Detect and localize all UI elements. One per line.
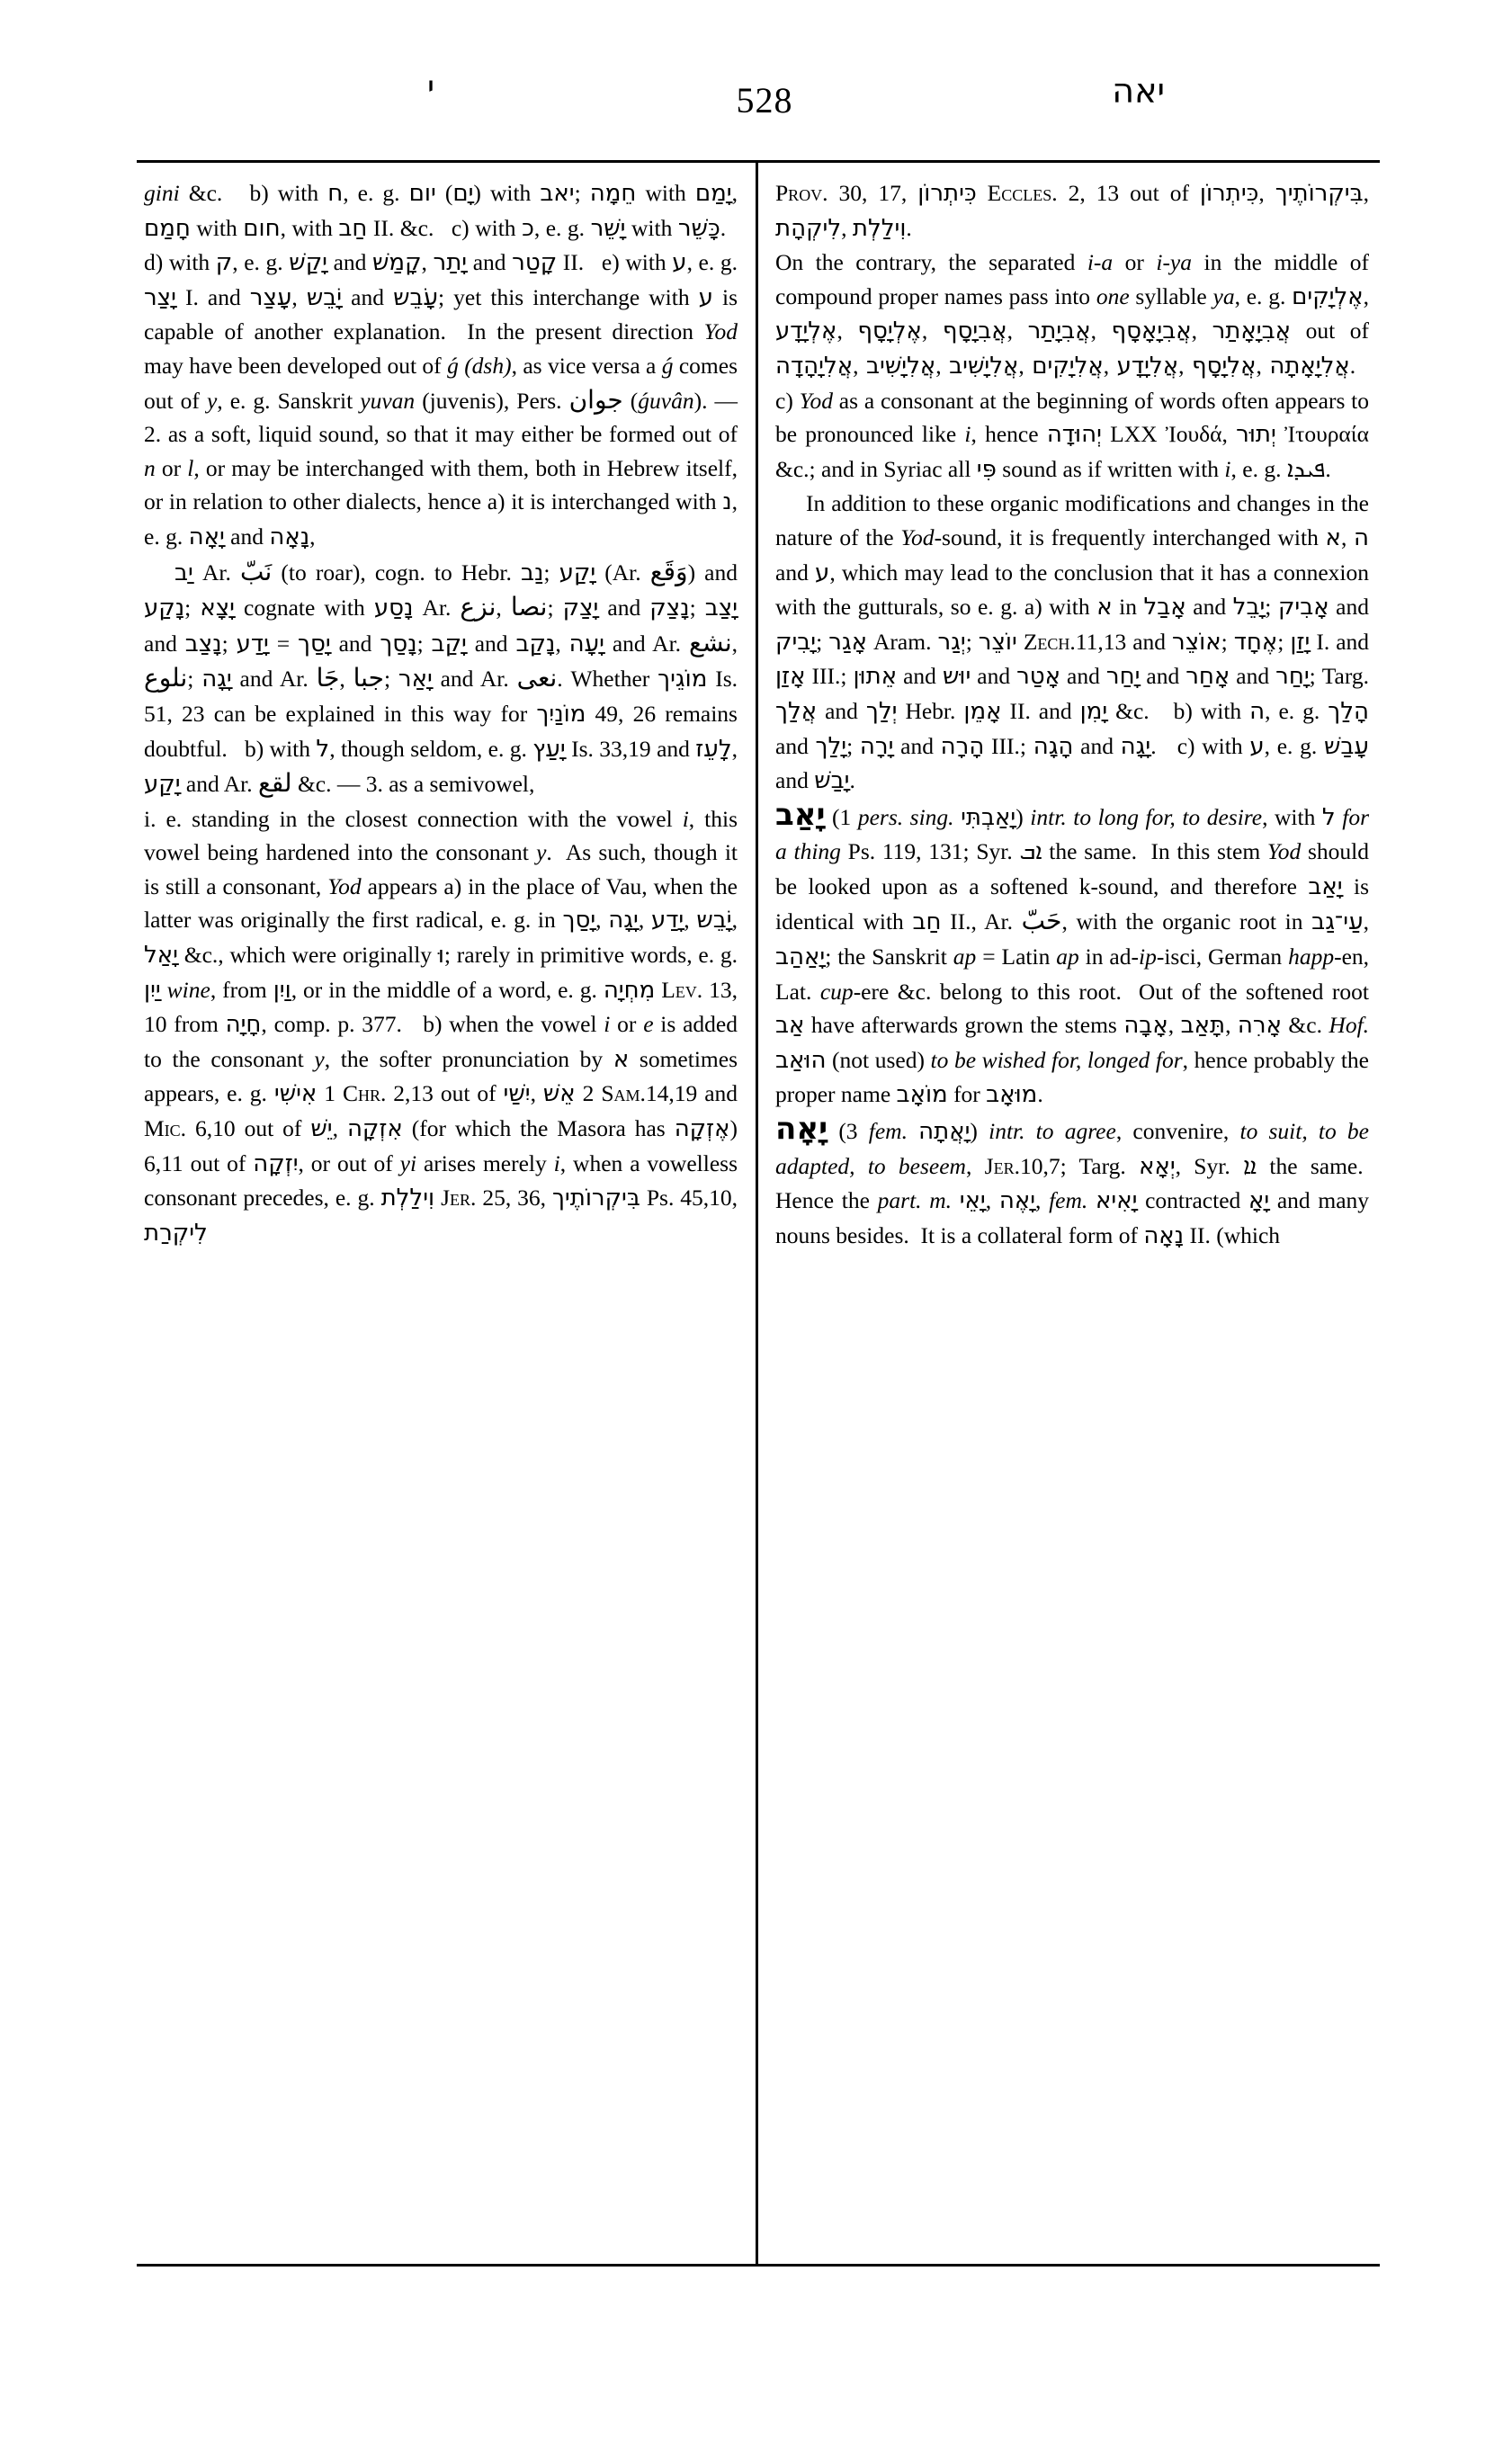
dictionary-entry xyxy=(775,796,1370,1113)
right-text-column xyxy=(775,176,1369,1253)
header-right-glyph: יאה xyxy=(1112,71,1165,111)
footer-rule-bottom xyxy=(137,2264,1380,2267)
paragraph: On the contrary, the separated i-a or i-ya in the middle of compound proper names pass into one syllable ya, e. g. אֶלְיָקִים, אֶלְיָדָע, אֶלְיָסָף, אֲבִיָסָף, אֲבִיָתַר, אֲבִיָאָסָף, אֲבִיָאָתַר out of אֲלִיָהָדָה, אֲלִיָשִׁיב, אֲלִיָשִׁיב, אֲלִיָקִים, אֲלִיָדָע, אֲלִיָסָף, אֲלִיָאָתָה. c) Yod as a consonant at the beginning of words often appears to be pronounced like i, hence יְהוּדָה LXX Ἰουδά, יְתוּר Ἰτουραία &c.; and in Syriac all פִּי sound as if written with i, e. g. ܦܝܕܐ. xyxy=(775,249,1370,483)
paragraph: gini &c. b) with ח, e. g. יום (יָם) with יאב; חֵמָה with יָמַם, חָמַם with חום, with חַב II. &c. c) with כ, e. g. יָשֵׁר with כָּשֵׁר. d) with ק, e. g. יָקַשׁ and קָמַשׁ, יָתַר and קָטַר II. e) with ע, e. g. יָצַר I. and עָצַר, יָבֵׁש and עָבֵׁש; yet this interchange with ע is capable of another explanation. In the present direction Yod may have been developed out of ǵ (dsh), as vice versa a ǵ comes out of y, e. g. Sanskrit yuvan (juvenis), Pers. جوان (ǵuvân). — 2. as a soft, liquid sound, so that it may either be formed out of n or l, or may be interchanged with them, both in Hebrew itself, or in relation to other dialects, hence a) it is interchanged with נ, e. g. יָאָה and נָאָה, xyxy=(144,180,738,550)
entry-body: (3 fem. יָאֲתָה) intr. to agree, convenire, to suit, to be adapted, to beseem, Jer.10,7; Targ. יְאָא, Syr. ܐܐ the same. Hence the part. m. יָאֵי, יָאֶה, fem. יָאִיא contracted יָאָ and many nouns besides. It is a collateral form of נָאָה II. (which xyxy=(775,1118,1370,1249)
entry-body: (1 pers. sing. יָאַבְתִּי) intr. to long for, to desire, with ל for a thing Ps. 119, 131; Syr. ܐܒ the same. In this stem Yod should be looked upon as a softened k-sound, and therefore יָאַב is identical with חַב II., Ar. حَبّ, with the organic root in עַי־גַב, יָאַהַב; the Sanskrit ap = Latin ap in ad-ip-isci, German happ-en, Lat. cup-ere &c. belong to this root. Out of the softened root אַב have afterwards grown the stems אָבָה, תָּאַב, אָרִה &c. Hof. הוּאַב (not used) to be wished for, longed for, hence probably the proper name מוֹאָב for מוּאָב. xyxy=(775,803,1370,1109)
entry-headword: יָאָה xyxy=(775,1111,828,1148)
entry-headword: יָאַב xyxy=(775,796,826,833)
column-divider-rule xyxy=(756,160,758,2267)
paragraph: In addition to these organic modifications and changes in the nature of the Yod-sound, it is frequently interchanged with א, ה and ע, which may lead to the conclusion that it has a connexion with the gutturals, so e. g. a) with א in אָבַל and יָבֵל; אָבִיק and יָבִיק; אָגַר Aram. יְגַר; יוֹצֵר Zech.11,13 and אוֹצֵר; אֶחָד; יָזַן I. and אָזַן III.; אֵתוּן and יוּש and אָטַר and יָחַר and אָחַר and יָחַר; Targ. אֲלַך and יְלַך Hebr. אָמֵן II. and יָמִן &c. b) with ה, e. g. הָלַך and יָלַך; יָרָה and הָרָה III.; הָגָה and יָגָה. c) with ע, e. g. עָבַשׁ and יָבַשׁ. xyxy=(775,490,1370,795)
page-header xyxy=(135,69,1394,135)
left-text-column xyxy=(144,176,738,1250)
paragraph: יַב Ar. نَبّ (to roar), cogn. to Hebr. נַב; יָקַע (Ar. وَقَع) and נָקַע; יָצָא cognate with נָסַע Ar. نزع, نصا; יָצַק and נָצַק; יָצַב and נָצַב; יָדַע = יָסַך and נָסַך; יָקַב and נָקַב, יָעָה and Ar. نشع, نلوع; יָגָה and Ar. جَا, جبا; יָאַר and Ar. نعى. Whether מוֹגֵיך Is. 51, 23 can be explained in this way for מוֹנַיִך 49, 26 remains doubtful. b) with ל, though seldom, e. g. יָעַץ Is. 33,19 and לָעֵז, יָקַע and Ar. لقع &c. — 3. as a semivowel, xyxy=(144,556,738,799)
paragraph: Prov. 30, 17, כִּיתְרוֹן Eccles. 2, 13 out of כִּיתְרוֹן, בִּיקְרוֹתֶיך, לִיקְהָת, וִילַלְת. xyxy=(775,180,1370,242)
dictionary-entry xyxy=(775,1113,1369,1253)
header-rule-top xyxy=(137,160,1380,163)
paragraph: i. e. standing in the closest connection with the vowel i, this vowel being hardened into the consonant y. As such, though it is still a consonant, Yod appears a) in the place of Vau, when the latter was originally the first radical, e. g. in יָסַך, יָגָה, יָדַע, יָבֵׁש, יָאַל &c., which were originally וּ; rarely in primitive words, e. g. יַיִן wine, from וַיִן, or in the middle of a word, e. g. מִחְיָה Lev. 13, 10 from חָיָה, comp. p. 377. b) when the vowel i or e is added to the consonant y, the softer pronunciation by א sometimes appears, e. g. אִישִׁי 1 Chr. 2,13 out of יִשַׁי, אֵשׁ 2 Sam.14,19 and Mic. 6,10 out of יֵשׁ, אִזְקָה (for which the Masora has אֶזְקָה) 6,11 out of יִזְקָה, or out of yi arises merely i, when a vowelless consonant precedes, e. g. וִילַלְת Jer. 25, 36, בִּיקְרוֹתֶיך Ps. 45,10, לִיקְרַת xyxy=(144,805,738,1247)
page-number: 528 xyxy=(736,80,793,121)
header-left-glyph: י xyxy=(427,69,435,106)
